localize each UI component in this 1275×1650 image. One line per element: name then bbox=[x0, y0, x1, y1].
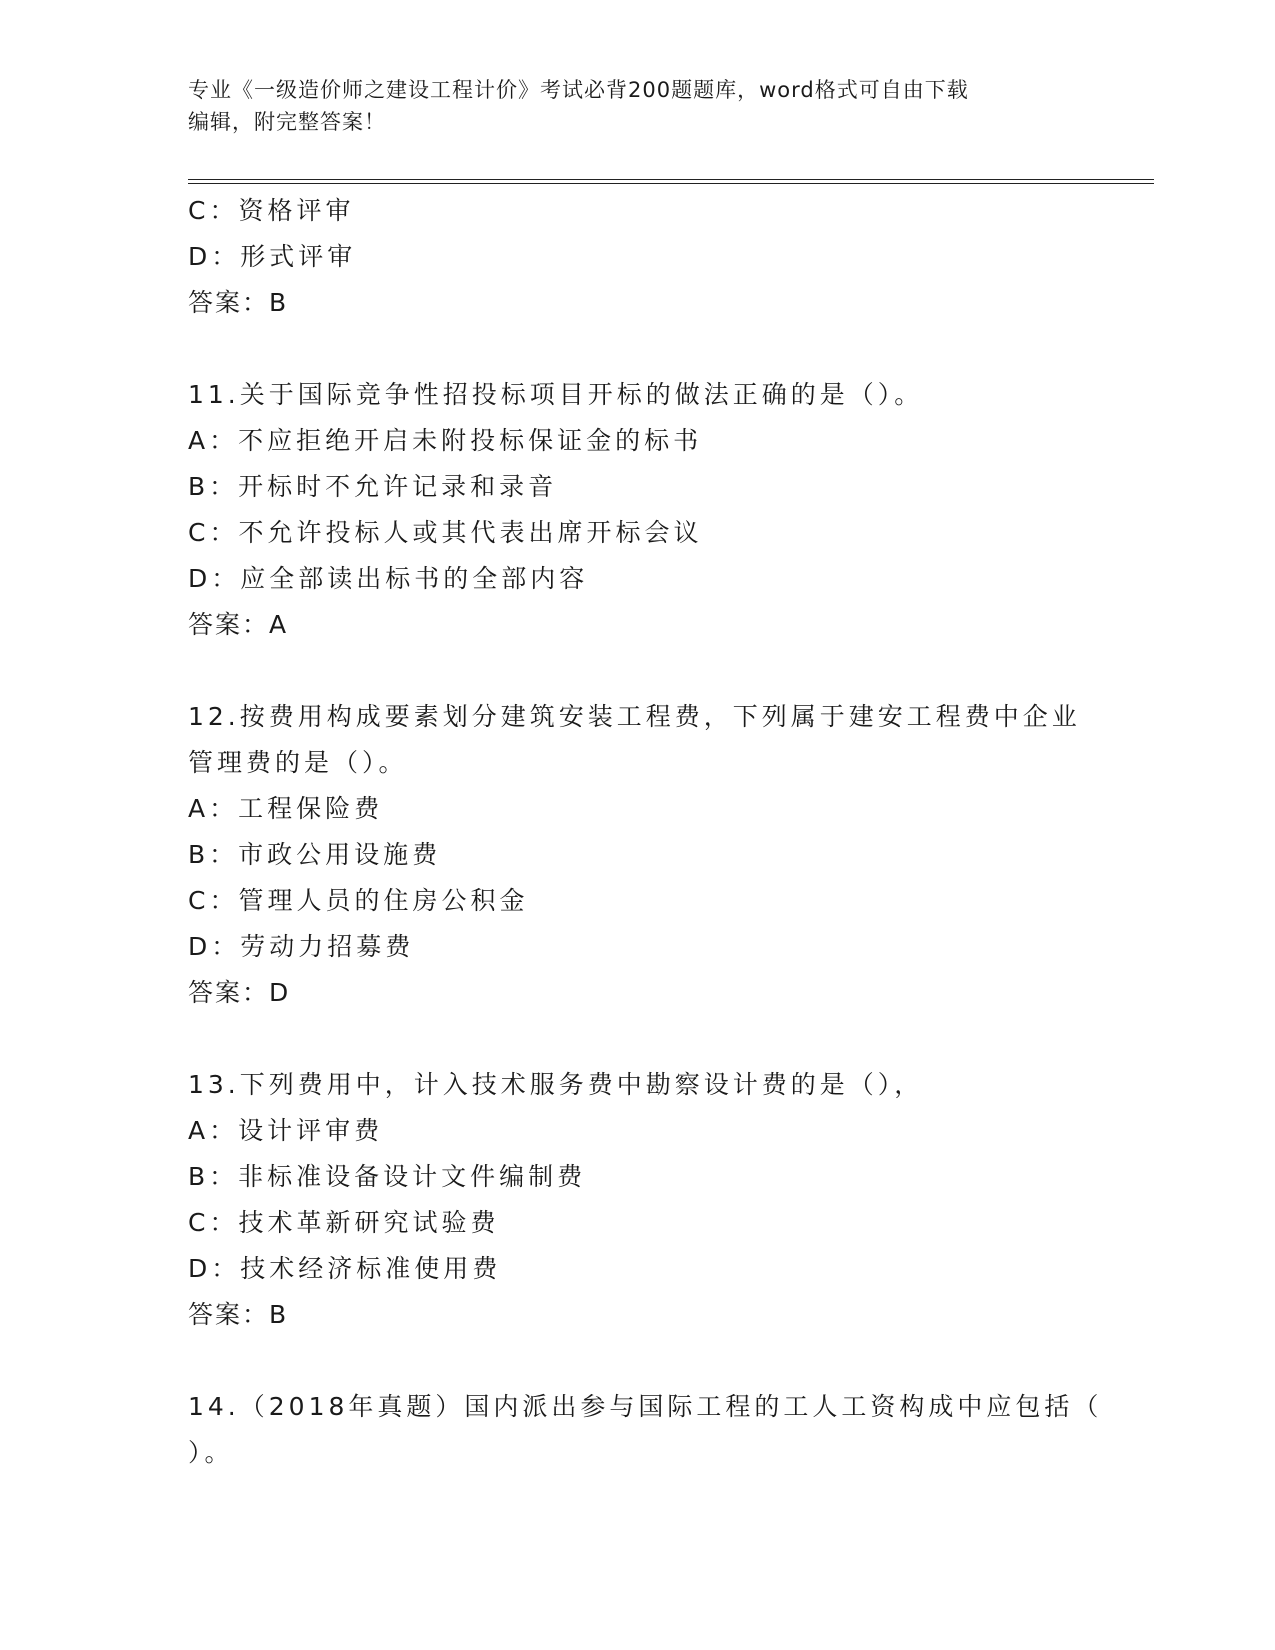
question-11 bbox=[188, 372, 1088, 648]
question-text-continued: ）。 bbox=[188, 1438, 234, 1467]
option-b: B：开标时不允许记录和录音 bbox=[188, 472, 558, 501]
option-a: A：工程保险费 bbox=[188, 794, 384, 823]
spacer bbox=[188, 648, 1088, 694]
option-d: D：形式评审 bbox=[188, 242, 357, 271]
question-13 bbox=[188, 1062, 1088, 1338]
question-text-continued: 管理费的是（）。 bbox=[188, 748, 408, 777]
spacer bbox=[188, 1338, 1088, 1384]
spacer bbox=[188, 326, 1088, 372]
header-divider-bottom bbox=[188, 183, 1154, 184]
question-text: 14.（2018年真题）国内派出参与国际工程的工人工资构成中应包括（ bbox=[188, 1392, 1103, 1421]
question-text: 12.按费用构成要素划分建筑安装工程费，下列属于建安工程费中企业 bbox=[188, 702, 1081, 731]
header-line-1: 专业《一级造价师之建设工程计价》考试必背200题题库，word格式可自由下载 bbox=[188, 78, 969, 102]
question-text: 11.关于国际竞争性招投标项目开标的做法正确的是（）。 bbox=[188, 380, 924, 409]
answer: 答案：A bbox=[188, 610, 289, 639]
answer: 答案：B bbox=[188, 288, 289, 317]
option-c: C：资格评审 bbox=[188, 196, 355, 225]
answer: 答案：D bbox=[188, 978, 291, 1007]
header-line-2: 编辑，附完整答案！ bbox=[188, 110, 386, 134]
spacer bbox=[188, 1016, 1088, 1062]
option-c: C：技术革新研究试验费 bbox=[188, 1208, 500, 1237]
option-a: A：设计评审费 bbox=[188, 1116, 384, 1145]
option-b: B：非标准设备设计文件编制费 bbox=[188, 1162, 587, 1191]
question-10-tail bbox=[188, 188, 1088, 326]
question-14 bbox=[188, 1384, 1103, 1476]
option-b: B：市政公用设施费 bbox=[188, 840, 442, 869]
option-d: D：应全部读出标书的全部内容 bbox=[188, 564, 589, 593]
header-divider-top bbox=[188, 179, 1154, 180]
document-header bbox=[188, 74, 1088, 138]
option-d: D：劳动力招募费 bbox=[188, 932, 415, 961]
option-c: C：不允许投标人或其代表出席开标会议 bbox=[188, 518, 703, 547]
option-d: D：技术经济标准使用费 bbox=[188, 1254, 502, 1283]
option-c: C：管理人员的住房公积金 bbox=[188, 886, 529, 915]
question-text: 13.下列费用中，计入技术服务费中勘察设计费的是（）， bbox=[188, 1070, 924, 1099]
question-12 bbox=[188, 694, 1088, 1016]
answer: 答案：B bbox=[188, 1300, 289, 1329]
question-list bbox=[188, 188, 1103, 1476]
option-a: A：不应拒绝开启未附投标保证金的标书 bbox=[188, 426, 703, 455]
